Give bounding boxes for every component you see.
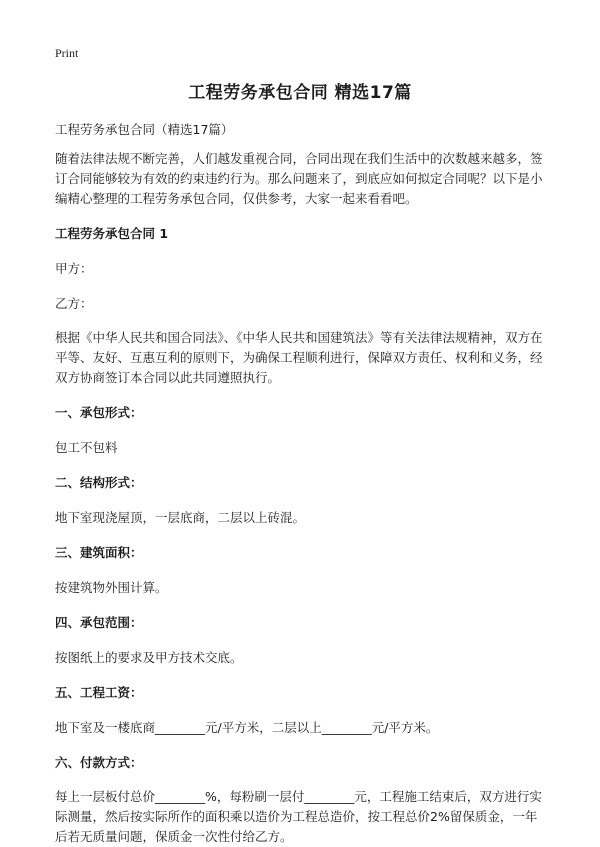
document-title: 工程劳务承包合同 精选17篇 (188, 83, 412, 103)
document-body (55, 119, 548, 847)
clause-heading: 三、建筑面积： (55, 545, 143, 560)
party-a-label: 甲方： (55, 261, 93, 276)
preamble-paragraph: 根据《中华人民共和国合同法》、《中华人民共和国建筑法》等有关法律法规精神，双方在平等、友好、互惠互利的原则下，为确保工程顺利进行，保障双方责任、权利和义务，经双方协商签订本合同以此共同遵照执行。 (55, 330, 543, 385)
party-b-label: 乙方： (55, 296, 93, 311)
clause-text: 每上一层板付总价________%，每粉刷一层付________元，工程施工结束后，双方进行实际测量，然后按实际所作的面积乘以造价为工程总造价，按工程总价2%留保质金，一年后若无质量问题，保质金一次性付给乙方。 (55, 789, 542, 844)
clause-heading: 二、结构形式： (55, 475, 143, 490)
print-link[interactable]: Print (55, 46, 79, 60)
clause-heading: 四、承包范围： (55, 615, 143, 630)
section-title: 工程劳务承包合同 1 (55, 226, 169, 241)
document-subtitle: 工程劳务承包合同（精选17篇） (55, 122, 234, 137)
clause-text: 地下室现浇屋顶，一层底商，二层以上砖混。 (55, 510, 306, 525)
clause-text: 地下室及一楼底商________元/平方米，二层以上________元/平方米。 (55, 720, 439, 735)
clause-heading: 一、承包形式： (55, 405, 143, 420)
clause-text: 包工不包料 (55, 440, 118, 455)
clause-heading: 五、工程工资： (55, 685, 143, 700)
clause-text: 按图纸上的要求及甲方技术交底。 (55, 650, 243, 665)
clause-text: 按建筑物外围计算。 (55, 580, 168, 595)
clause-heading: 六、付款方式： (55, 755, 143, 770)
intro-paragraph: 随着法律法规不断完善，人们越发重视合同，合同出现在我们生活中的次数越来越多，签订合同能够较为有效的约束违约行为。那么问题来了，到底应如何拟定合同呢？以下是小编精心整理的工程劳务承包合同，仅供参考，大家一起来看看吧。 (55, 151, 543, 206)
